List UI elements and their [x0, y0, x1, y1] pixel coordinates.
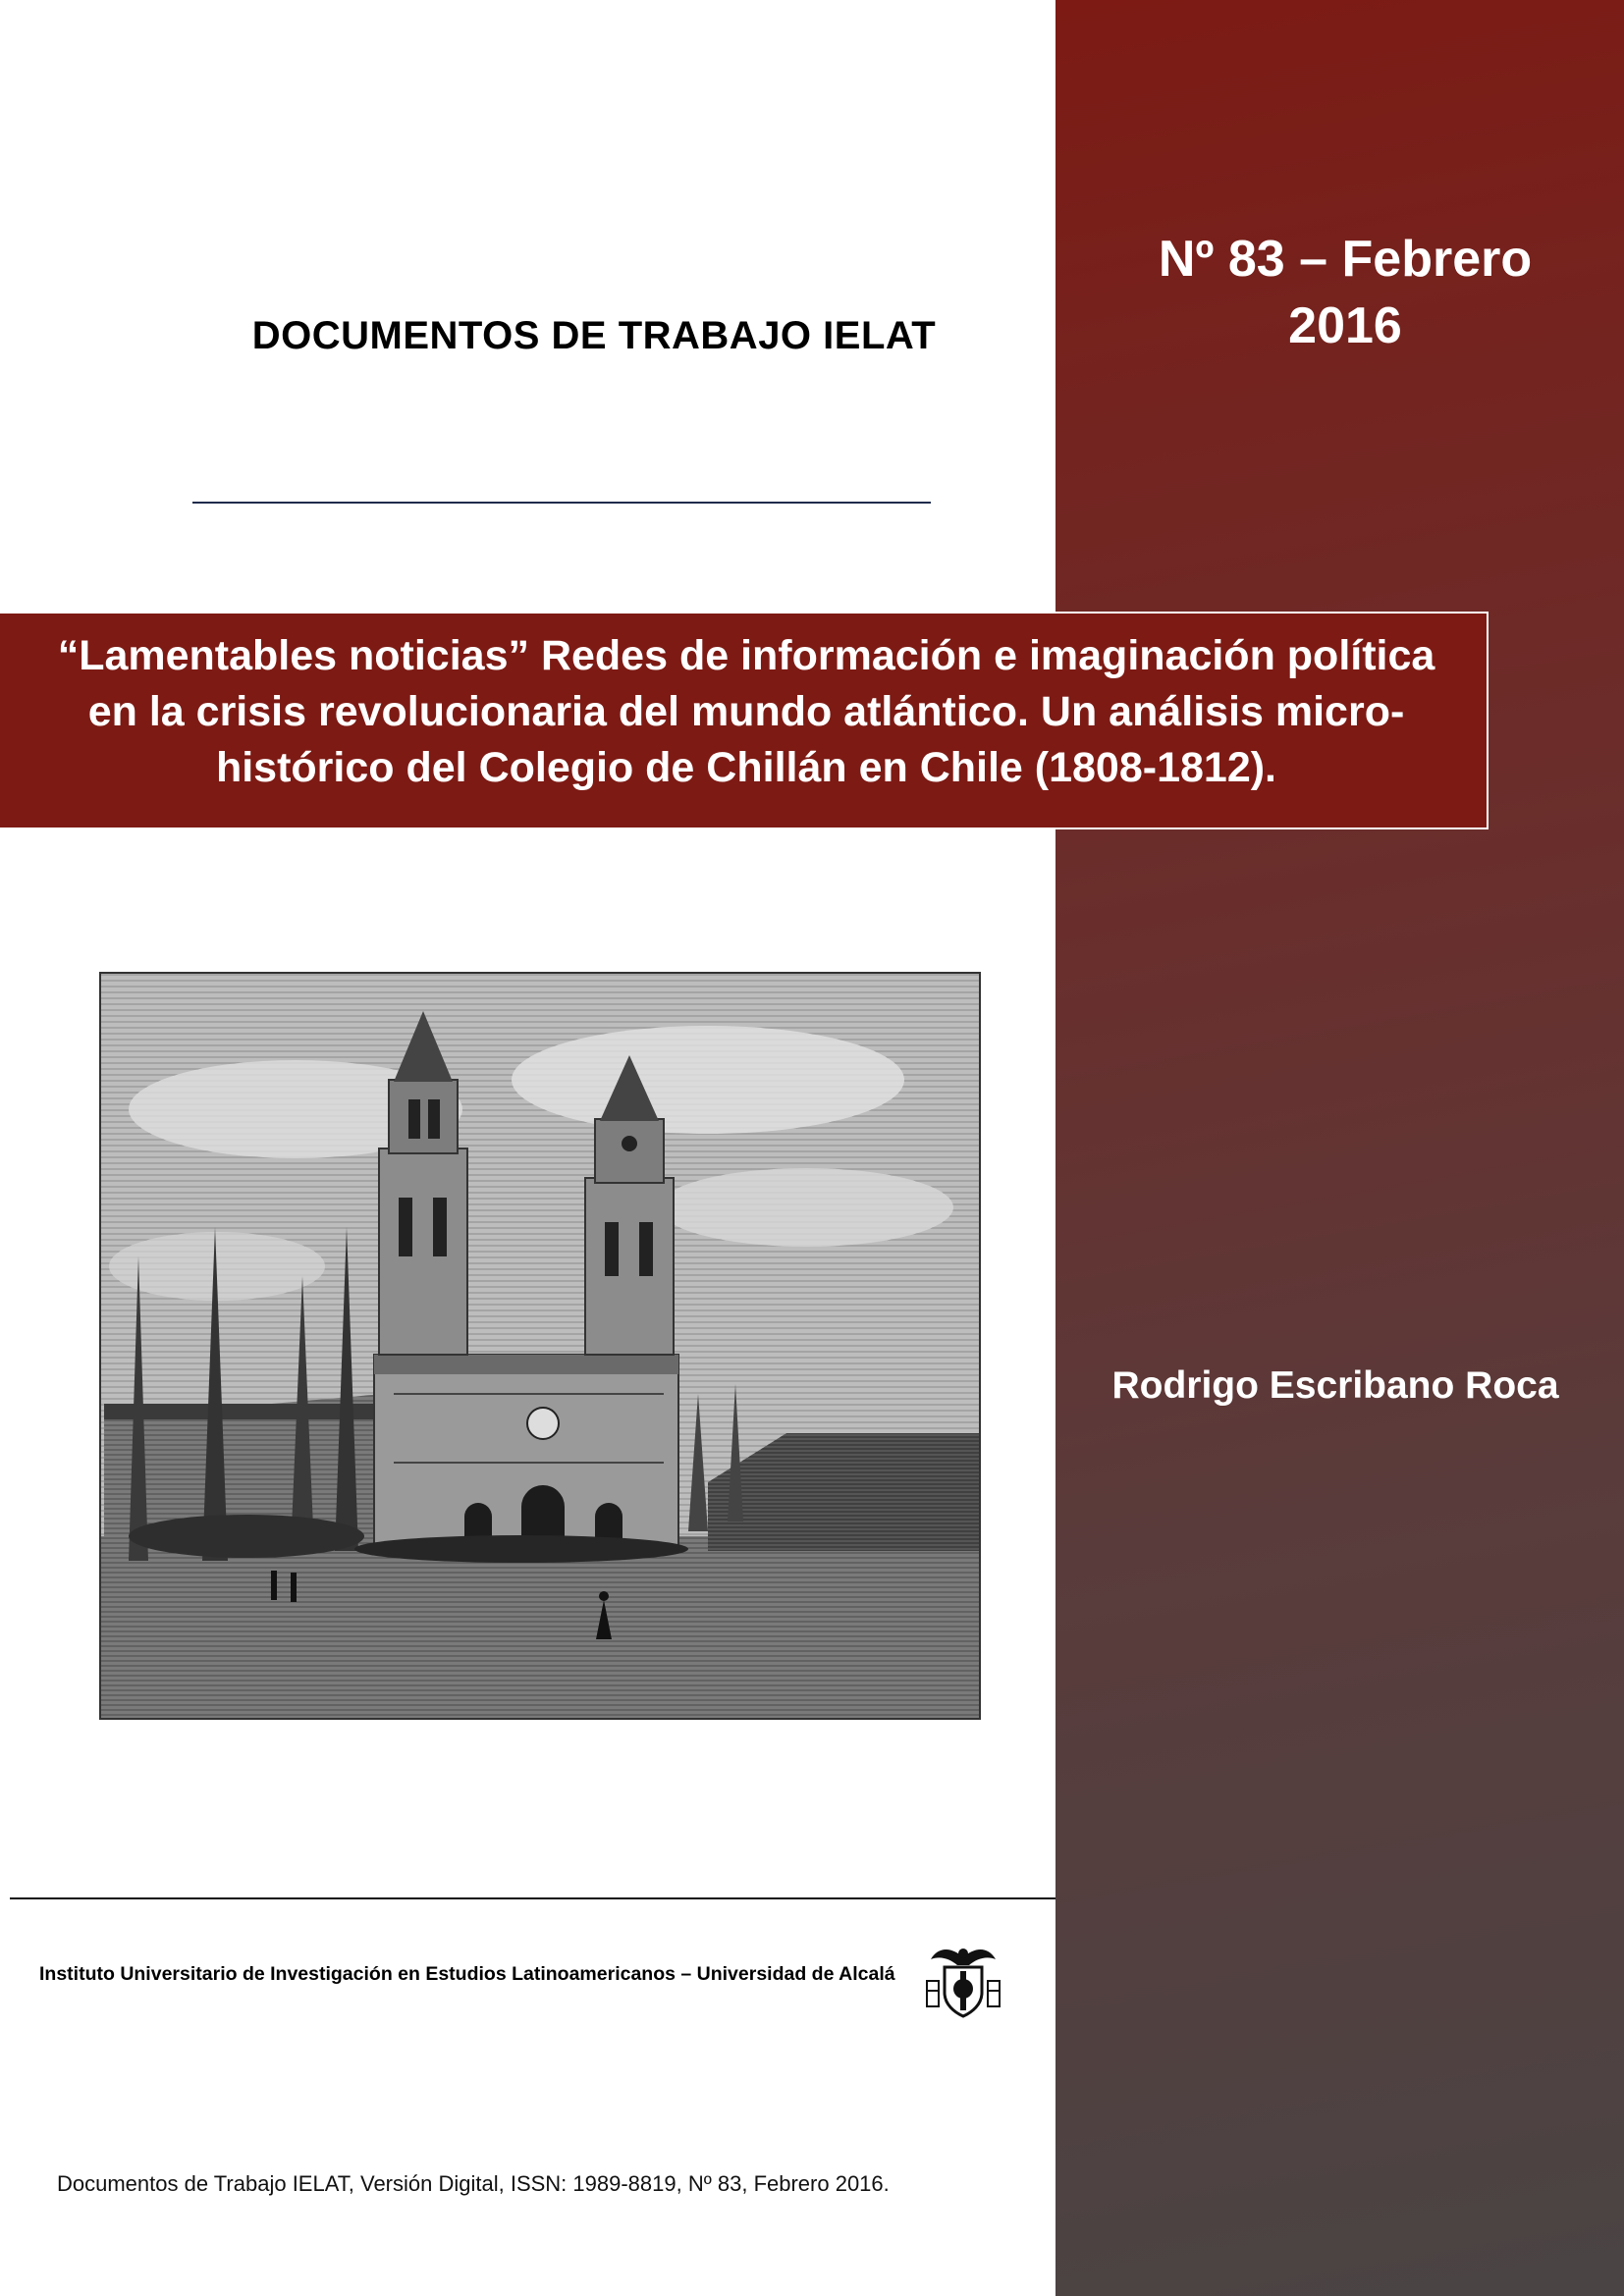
issue-line-2: 2016: [1288, 297, 1402, 354]
engraving-drawing: [99, 972, 981, 1720]
church-engraving-image: [99, 972, 981, 1720]
footer-citation: Documentos de Trabajo IELAT, Versión Digital, ISSN: 1989-8819, Nº 83, Febrero 2016.: [57, 2171, 890, 2196]
document-title: [0, 628, 1492, 796]
top-divider: [192, 502, 931, 504]
issue-number: [1090, 226, 1600, 359]
series-title: DOCUMENTOS DE TRABAJO IELAT: [251, 314, 937, 357]
bottom-divider: [10, 1897, 1056, 1899]
title-line-3: histórico del Colegio de Chillán en Chile (1808-1812).: [215, 744, 1277, 791]
author-name: Rodrigo Escribano Roca: [1111, 1364, 1559, 1407]
title-line-2: en la crisis revolucionaria del mundo atlántico. Un análisis micro-: [87, 688, 1405, 735]
institute-name: Instituto Universitario de Investigación en Estudios Latinoamericanos – Universidad de Alcalá: [39, 1963, 895, 1985]
title-line-1: “Lamentables noticias” Redes de información e imaginación política: [57, 632, 1435, 679]
issue-line-1: Nº 83 – Febrero: [1158, 231, 1533, 288]
university-crest-icon: [923, 1942, 1003, 2020]
